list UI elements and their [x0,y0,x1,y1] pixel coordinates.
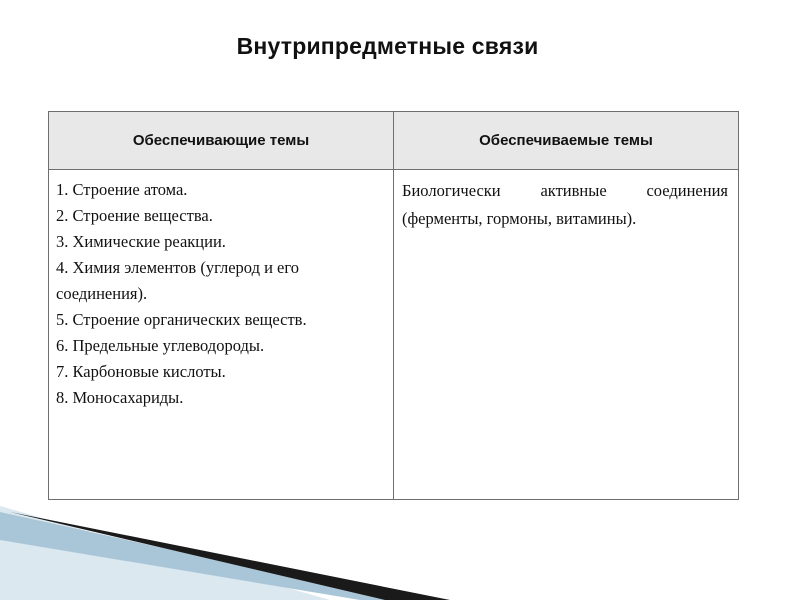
header-provided-topics: Обеспечиваемые темы [394,112,738,170]
list-item: 2. Строение вещества. [56,206,213,225]
list-item: 6. Предельные углеводороды. [56,336,265,355]
provided-topics-cell: Биологически активные соединения (ферменты, гормоны, витамины). [402,181,728,228]
list-item: 7. Карбоновые кислоты. [56,362,226,381]
list-item: 8. Моносахариды. [56,388,184,407]
providing-topics-cell [49,170,394,499]
providing-topics-list [56,177,387,411]
list-item: 3. Химические реакции. [56,232,226,251]
slide-title: Внутрипредметные связи [236,33,539,59]
list-item: 4. Химия элементов (углерод и его соединения). [56,258,299,303]
topics-table [48,111,739,500]
list-item: 5. Строение органических веществ. [56,310,307,329]
header-providing-topics: Обеспечивающие темы [49,112,394,170]
list-item: 1. Строение атома. [56,180,188,199]
